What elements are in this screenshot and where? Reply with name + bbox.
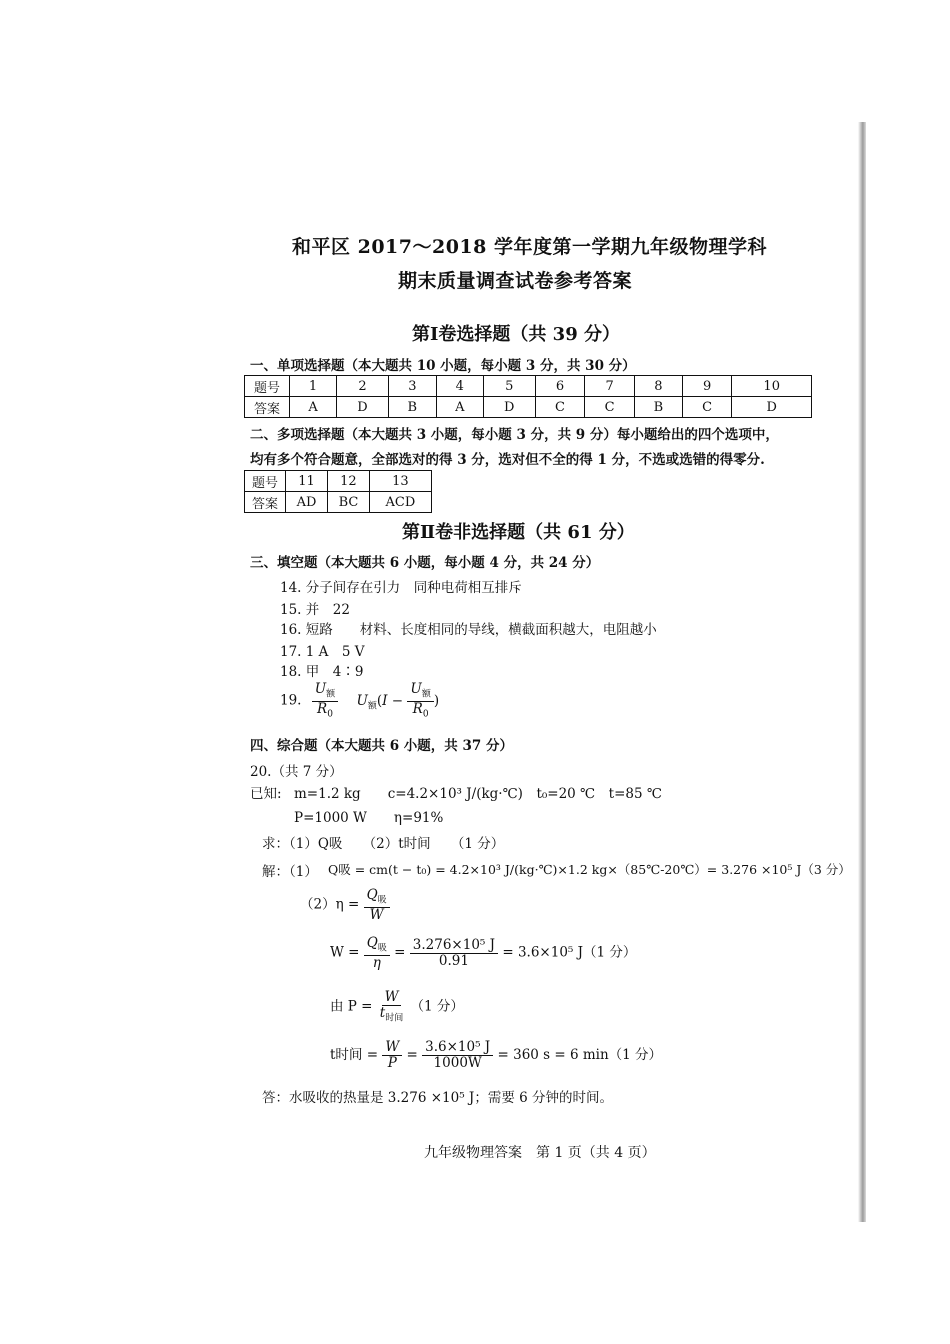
power-formula	[330, 990, 464, 1024]
time-denominator: 1000W	[433, 1054, 482, 1071]
table-cell: 3	[388, 376, 436, 397]
final-answer: 答：水吸收的热量是 3.276 ×10⁵ J；需要 6 分钟的时间。	[262, 1090, 614, 1106]
answer-19-number: 19.	[280, 692, 302, 709]
single-choice-heading: 一、单项选择题（本大题共 10 小题，每小题 3 分，共 30 分）	[250, 358, 636, 374]
multi-choice-table	[244, 470, 432, 513]
table-cell: 8	[634, 376, 682, 397]
answer-15: 15. 并 22	[280, 602, 350, 618]
answer-14: 14. 分子间存在引力 同种电荷相互排斥	[280, 580, 522, 596]
single-choice-table	[244, 375, 812, 418]
fill-blank-heading: 三、填空题（本大题共 6 小题，每小题 4 分，共 24 分）	[250, 555, 600, 571]
solution-1-formula: Q吸 = cm(t − t₀) = 4.2×10³ J/(kg·℃)×1.2 kg×（85℃-20℃）= 3.276 ×10⁵ J（3 分）	[328, 862, 851, 877]
time-calculation: t时间 = $\frac{W}{P}$ = $\frac{\text{3.6×10⁵ J}}{1000W}$ = 360 s = 6 min（1 分）	[330, 1039, 663, 1071]
table-cell: ACD	[369, 492, 431, 513]
document-title-line2: 期末质量调查试卷参考答案	[398, 270, 633, 292]
formula-u-over-r0: $\frac{U_额}{R_0}$	[312, 682, 338, 720]
work-numerator: 3.276×10⁵ J	[410, 938, 498, 954]
table-cell: 12	[328, 471, 370, 492]
table-cell: 7	[585, 376, 635, 397]
part2-heading: 第Ⅱ卷非选择题（共 61 分）	[402, 522, 635, 543]
table-cell: B	[634, 397, 682, 418]
table-cell: 6	[535, 376, 585, 397]
work-calculation	[330, 936, 636, 970]
table-row-questions	[245, 376, 812, 397]
row-label-answer: 答案	[245, 492, 286, 513]
table-cell: B	[388, 397, 436, 418]
table-cell: C	[682, 397, 732, 418]
comprehensive-heading: 四、综合题（本大题共 6 小题，共 37 分）	[250, 738, 513, 754]
table-cell: D	[732, 397, 812, 418]
table-row-answers	[245, 492, 432, 513]
known-values-1: m=1.2 kg c=4.2×10³ J/(kg·℃) t₀=20 ℃ t=85 ℃	[294, 786, 662, 802]
power-prefix: 由 P =	[330, 998, 373, 1015]
table-cell: D	[337, 397, 389, 418]
row-label-answer: 答案	[245, 397, 290, 418]
formula-w-over-t: $\frac{W}{t_{时间}}$	[379, 989, 404, 1024]
table-cell: D	[483, 397, 535, 418]
known-label: 已知:	[250, 786, 282, 802]
table-cell: BC	[328, 492, 370, 513]
table-cell: C	[585, 397, 635, 418]
answer-18: 18. 甲 4∶9	[280, 664, 364, 680]
power-score: （1 分）	[410, 998, 464, 1015]
table-cell: C	[535, 397, 585, 418]
formula-power-expression: $U_额(I$ − $\frac{U_额}{R_0}$ )	[356, 681, 440, 720]
table-cell: 9	[682, 376, 732, 397]
known-values-2: P=1000 W η=91%	[294, 810, 444, 826]
table-cell: 11	[286, 471, 328, 492]
time-result: = 360 s = 6 min（1 分）	[497, 1046, 663, 1063]
row-label-question: 题号	[245, 376, 290, 397]
work-denominator: 0.91	[438, 952, 469, 969]
table-row-answers	[245, 397, 812, 418]
time-numeric-fraction	[422, 1040, 493, 1071]
table-cell: 13	[369, 471, 431, 492]
table-row-questions	[245, 471, 432, 492]
formula-q-over-eta: $\frac{Q_吸}{\eta}$	[364, 936, 390, 970]
work-numeric-fraction	[410, 938, 498, 969]
table-cell: 5	[483, 376, 535, 397]
answer-19	[280, 682, 439, 720]
table-cell: 4	[436, 376, 483, 397]
ask-line: 求：（1）Q吸 （2）t时间 （1 分）	[262, 836, 505, 852]
formula-w-over-p: $\frac{W}{P}$	[382, 1040, 402, 1071]
table-cell: A	[290, 397, 337, 418]
efficiency-prefix: （2）η =	[300, 896, 360, 913]
work-equals: =	[394, 944, 406, 961]
multi-choice-heading-line2: 均有多个符合题意，全部选对的得 3 分，选对但不全的得 1 分，不选或选错的得零分.	[250, 452, 765, 468]
table-cell: 10	[732, 376, 812, 397]
page-footer: 九年级物理答案 第 1 页（共 4 页）	[424, 1145, 656, 1161]
time-numerator: 3.6×10⁵ J	[422, 1040, 493, 1056]
table-cell: 2	[337, 376, 389, 397]
table-cell: A	[436, 397, 483, 418]
document-title-line1: 和平区 2017～2018 学年度第一学期九年级物理学科	[292, 236, 767, 258]
table-cell: 1	[290, 376, 337, 397]
scan-edge-shadow	[858, 122, 866, 1222]
answer-16: 16. 短路 材料、长度相同的导线，横截面积越大，电阻越小	[280, 622, 657, 638]
multi-choice-heading-line1: 二、多项选择题（本大题共 3 小题，每小题 3 分，共 9 分）每小题给出的四个选项中，	[250, 427, 779, 443]
table-cell: AD	[286, 492, 328, 513]
work-label: W =	[330, 944, 360, 961]
q20-title: 20.（共 7 分）	[250, 764, 343, 780]
solution-2-efficiency	[300, 888, 390, 922]
time-label: t时间 =	[330, 1046, 379, 1063]
row-label-question: 题号	[245, 471, 286, 492]
formula-q-over-w: $\frac{Q_吸}{W}$	[364, 888, 390, 922]
part1-heading: 第Ⅰ卷选择题（共 39 分）	[412, 324, 621, 345]
work-result: = 3.6×10⁵ J（1 分）	[502, 944, 637, 961]
answer-17: 17. 1 A 5 V	[280, 644, 365, 660]
solution-1-prefix: 解：（1）	[262, 864, 318, 880]
